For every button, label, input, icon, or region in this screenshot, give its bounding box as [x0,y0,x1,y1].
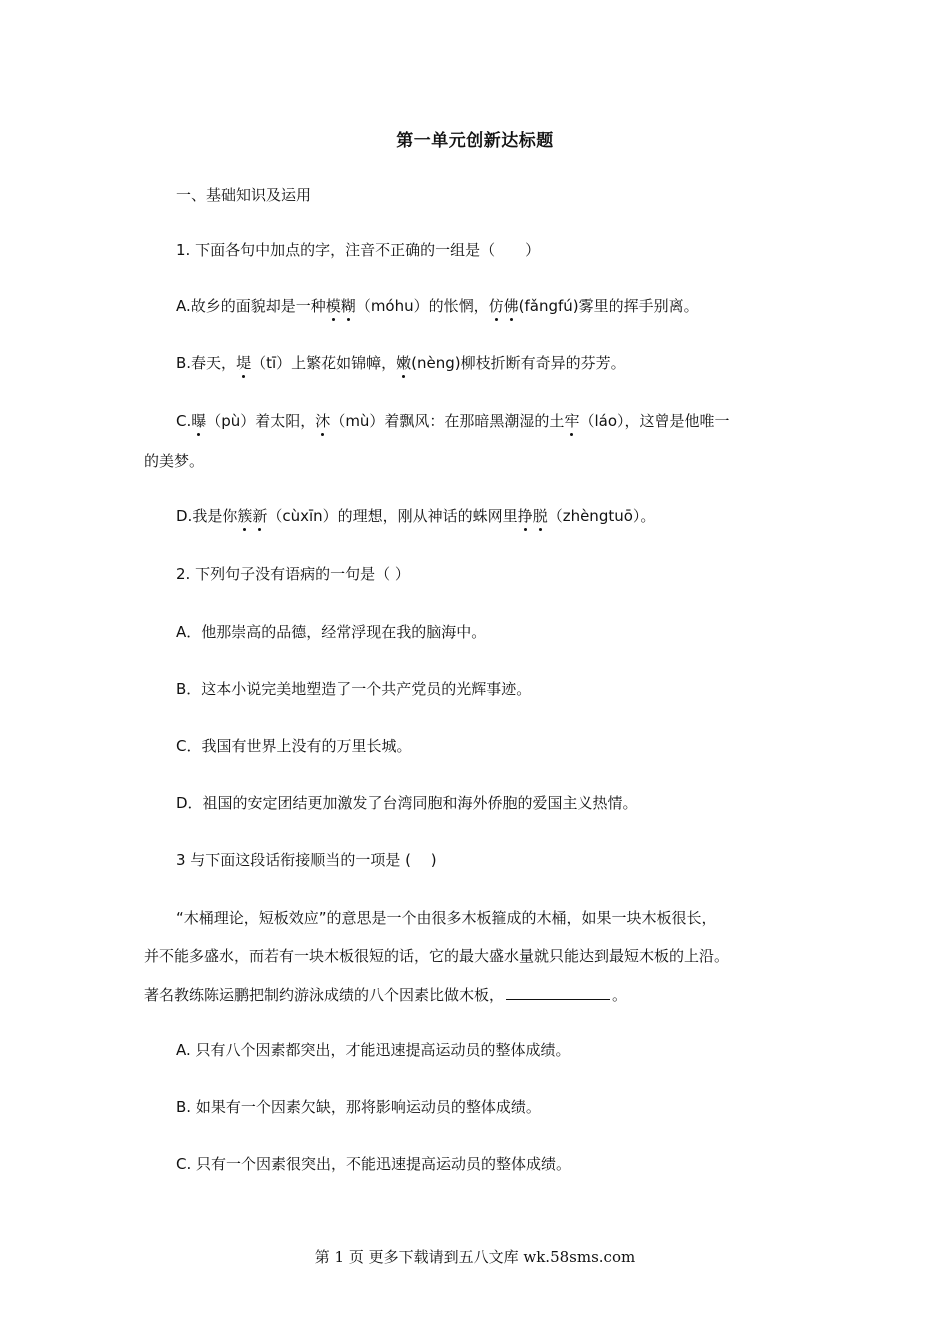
question-1-option-b: B.春天，堤（tī）上繁花如锦幛，嫩(nèng)柳枝折断有奇异的芬芳。 [176,354,626,372]
question-2-option-b: B．这本小说完美地塑造了一个共产党员的光辉事迹。 [176,680,532,698]
question-1-option-d: D.我是你簇新（cùxīn）的理想，刚从神话的蛛网里挣脱（zhèngtuō）。 [176,507,656,525]
question-2-stem: 2. 下列句子没有语病的一句是（ ） [176,565,410,583]
section-heading: 一、基础知识及运用 [176,186,312,204]
question-3-passage-line-1: “木桶理论，短板效应”的意思是一个由很多木板箍成的木桶，如果一块木板很长， [176,909,717,927]
question-3-option-c: C. 只有一个因素很突出，不能迅速提高运动员的整体成绩。 [176,1155,572,1173]
question-1-stem: 1. 下面各句中加点的字，注音不正确的一组是（ ） [176,241,541,259]
answer-blank [506,984,610,1000]
question-1-option-a: A.故乡的面貌却是一种模糊（móhu）的怅惘，仿佛(fǎngfú)雾里的挥手别离。 [176,297,699,315]
question-3-stem: 3 与下面这段话衔接顺当的一项是 ( ) [176,851,437,869]
question-2-option-a: A．他那崇高的品德，经常浮现在我的脑海中。 [176,623,487,641]
question-3-option-a: A. 只有八个因素都突出，才能迅速提高运动员的整体成绩。 [176,1041,571,1059]
page-footer: 第 1 页 更多下载请到五八文库 wk.58sms.com [314,1248,636,1266]
question-3-passage-line-2: 并不能多盛水，而若有一块木板很短的话，它的最大盛水量就只能达到最短木板的上沿。 [144,947,730,965]
question-1-option-c: C.曝（pù）着太阳，沐（mù）着飘风：在那暗黑潮湿的土牢（láo），这曾是他唯一 [176,412,730,430]
question-2-option-c: C．我国有世界上没有的万里长城。 [176,737,412,755]
question-2-option-d: D．祖国的安定团结更加激发了台湾同胞和海外侨胞的爱国主义热情。 [176,794,638,812]
question-3-passage-line-3: 著名教练陈运鹏把制约游泳成绩的八个因素比做木板， 。 [144,986,628,1004]
question-1-option-c-continued: 的美梦。 [144,452,205,470]
question-3-option-b: B. 如果有一个因素欠缺，那将影响运动员的整体成绩。 [176,1098,541,1116]
page-title: 第一单元创新达标题 [396,131,554,151]
